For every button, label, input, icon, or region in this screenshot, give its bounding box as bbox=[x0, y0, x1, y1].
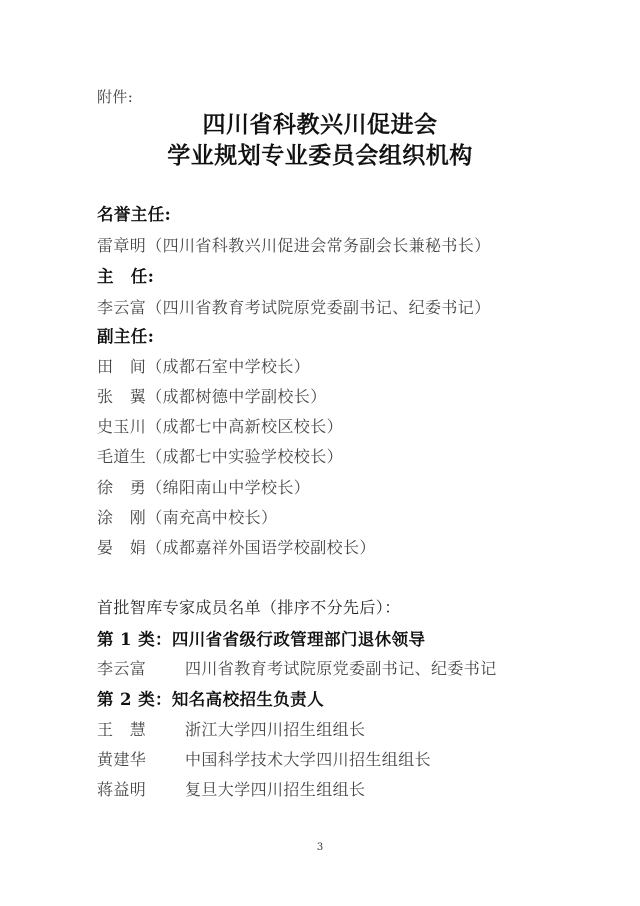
member-name: 李云富 bbox=[97, 659, 147, 678]
deputy-director-entry: 毛道生（成都七中实验学校校长） bbox=[97, 447, 344, 466]
deputy-director-entry: 田 间（成都石室中学校长） bbox=[97, 357, 311, 376]
category-2-heading: 第 2 类：知名高校招生负责人 bbox=[97, 690, 324, 709]
member-title: 浙江大学四川招生组组长 bbox=[185, 720, 366, 739]
deputy-director-entry: 史玉川（成都七中高新校区校长） bbox=[97, 417, 344, 436]
expert-member-row bbox=[97, 659, 497, 679]
member-title: 四川省教育考试院原党委副书记、纪委书记 bbox=[185, 659, 497, 678]
member-title: 复旦大学四川招生组组长 bbox=[185, 780, 366, 799]
attachment-label: 附件: bbox=[97, 88, 134, 106]
member-name: 蒋益明 bbox=[97, 780, 147, 799]
expert-member-row bbox=[97, 720, 365, 740]
director-entry: 李云富（四川省教育考试院原党委副书记、纪委书记） bbox=[97, 298, 491, 317]
deputy-director-entry: 徐 勇（绵阳南山中学校长） bbox=[97, 478, 311, 497]
deputy-director-entry: 张 翼（成都树德中学副校长） bbox=[97, 387, 327, 406]
deputy-directors-heading: 副主任: bbox=[97, 327, 155, 346]
page-number: 3 bbox=[316, 842, 324, 853]
deputy-director-entry: 晏 娟（成都嘉祥外国语学校副校长） bbox=[97, 538, 376, 557]
category-1-heading: 第 1 类：四川省省级行政管理部门退休领导 bbox=[97, 630, 426, 649]
member-name: 黄建华 bbox=[97, 750, 147, 769]
expert-member-row bbox=[97, 750, 431, 770]
expert-member-row bbox=[97, 780, 365, 800]
honorary-director-entry: 雷章明（四川省科教兴川促进会常务副会长兼秘书长） bbox=[97, 236, 491, 255]
member-title: 中国科学技术大学四川招生组组长 bbox=[185, 750, 432, 769]
title-line-2: 学业规划专业委员会组织机构 bbox=[167, 142, 473, 169]
honorary-director-heading: 名誉主任: bbox=[97, 205, 172, 224]
title-line-1: 四川省科教兴川促进会 bbox=[202, 111, 438, 138]
deputy-director-entry: 涂 刚（南充高中校长） bbox=[97, 508, 278, 527]
member-name: 王 慧 bbox=[97, 720, 147, 739]
director-heading: 主 任: bbox=[97, 267, 155, 286]
expert-list-heading: 首批智库专家成员名单（排序不分先后）： bbox=[97, 598, 401, 617]
